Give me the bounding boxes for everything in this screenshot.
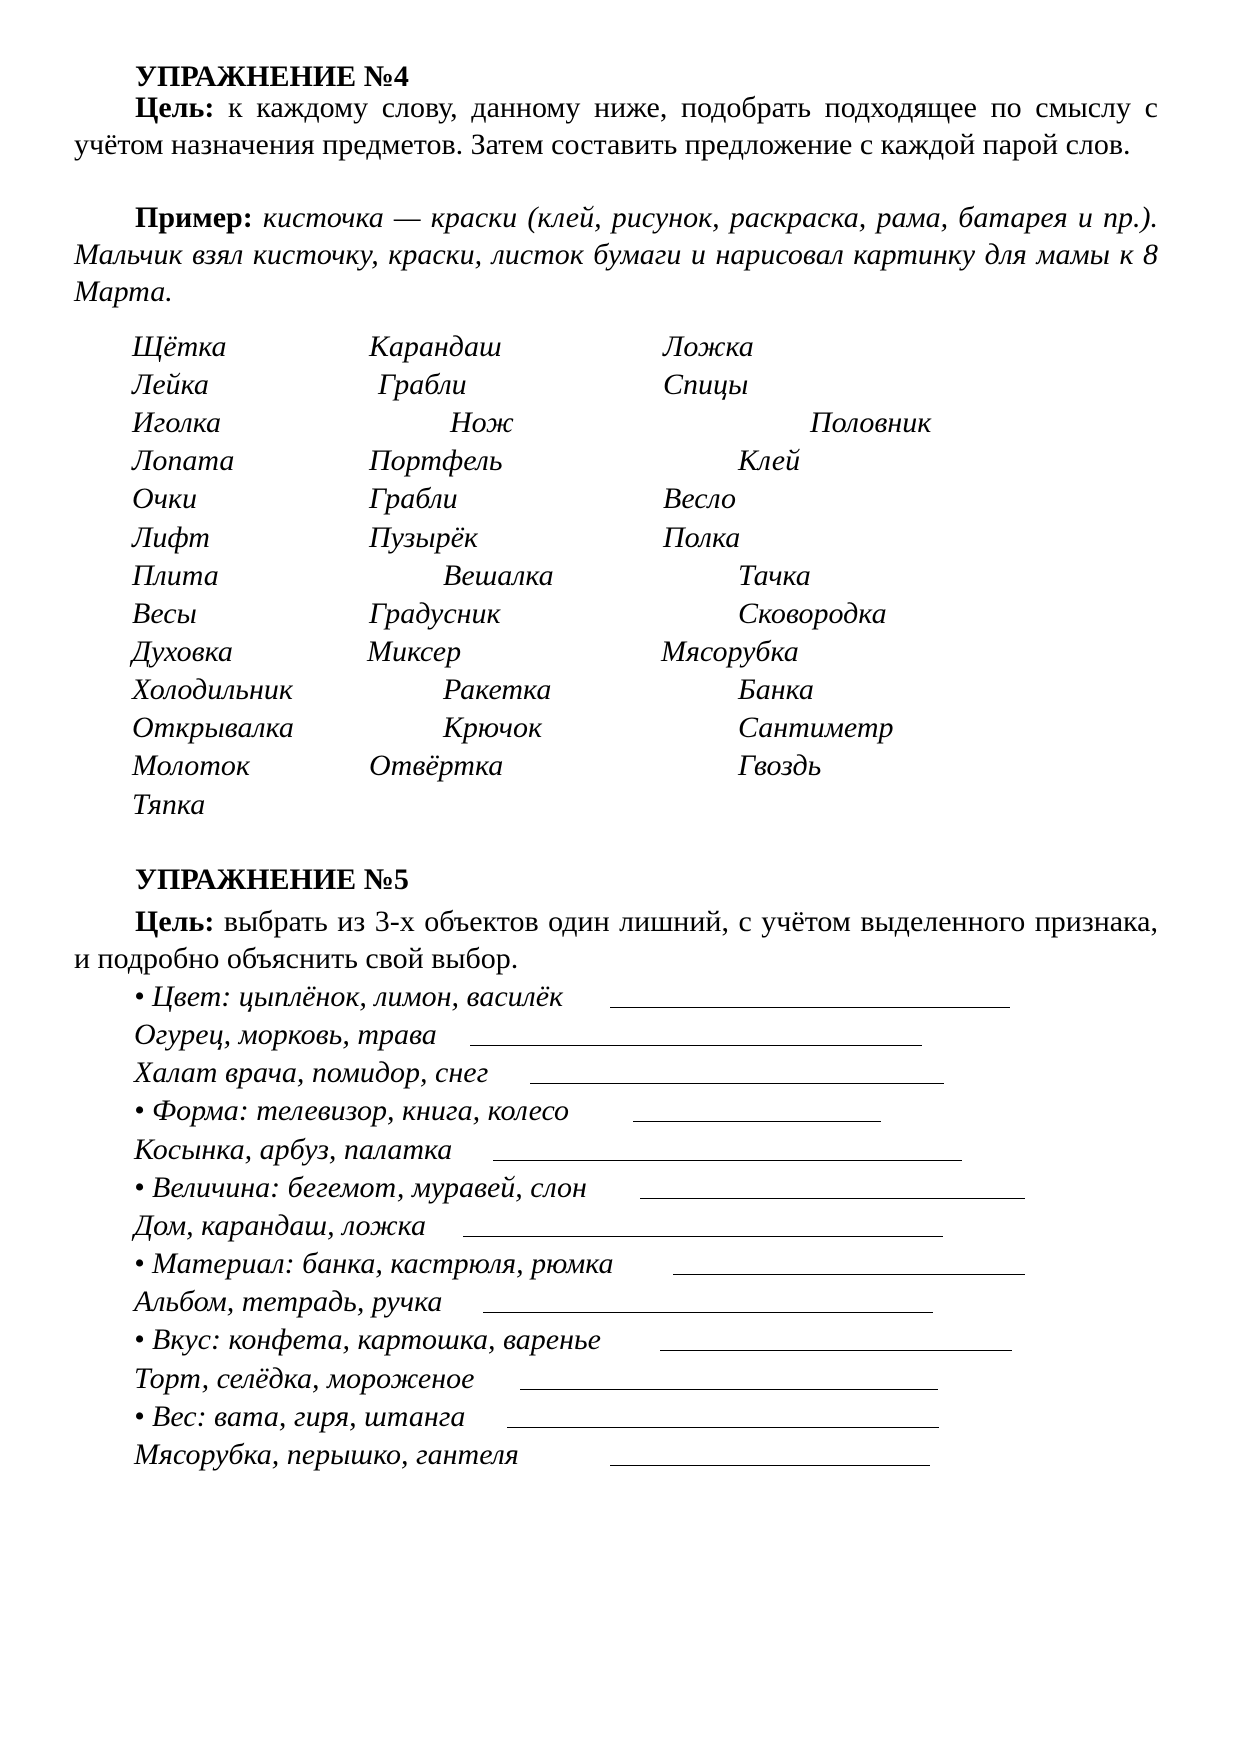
- word-item: Молоток: [132, 749, 250, 782]
- task-line: • Цвет: цыплёнок, лимон, василёк: [134, 980, 564, 1013]
- goal-label: Цель:: [135, 91, 215, 124]
- task-line: Торт, селёдка, мороженое: [134, 1362, 475, 1395]
- word-item: Ракетка: [443, 673, 552, 706]
- word-item: Вешалка: [443, 559, 554, 592]
- word-item: Полка: [663, 521, 741, 554]
- task-line: • Материал: банка, кастрюля, рюмка: [134, 1247, 614, 1280]
- word-item: Очки: [132, 482, 198, 515]
- answer-blank[interactable]: [470, 1045, 922, 1046]
- exercise-4-example: [74, 199, 1158, 310]
- word-item: Щётка: [132, 330, 227, 363]
- word-item: Сковородка: [738, 597, 887, 630]
- word-item: Иголка: [132, 406, 221, 439]
- word-item: Ложка: [663, 330, 754, 363]
- answer-blank[interactable]: [483, 1312, 933, 1313]
- word-item: Нож: [450, 406, 514, 439]
- exercise-5-goal: [74, 903, 1158, 977]
- answer-blank[interactable]: [610, 1007, 1010, 1008]
- task-line: Мясорубка, перышко, гантеля: [134, 1438, 519, 1471]
- task-line: Халат врача, помидор, снег: [134, 1056, 489, 1089]
- answer-blank[interactable]: [673, 1274, 1025, 1275]
- task-line: • Величина: бегемот, муравей, слон: [134, 1171, 587, 1204]
- task-line: • Форма: телевизор, книга, колесо: [134, 1094, 570, 1127]
- answer-blank[interactable]: [520, 1389, 938, 1390]
- word-item: Лифт: [132, 521, 210, 554]
- example-text: кисточка — краски (клей, рисунок, раскраска, рама, батарея и пр.). Мальчик взял кисточку, краски, листок бумаги и нарисовал картинку для мамы к 8 Марта.: [74, 201, 1158, 308]
- goal-text: выбрать из 3-х объектов один лишний, с учётом выделенного признака, и подробно объяснить свой выбор.: [74, 905, 1158, 975]
- answer-blank[interactable]: [493, 1160, 962, 1161]
- word-item: Крючок: [443, 711, 543, 744]
- exercise-5-title: УПРАЖНЕНИЕ №5: [135, 863, 409, 896]
- word-item: Лейка: [132, 368, 209, 401]
- word-item: Пузырёк: [369, 521, 478, 554]
- exercise-4-title: УПРАЖНЕНИЕ №4: [135, 60, 409, 93]
- word-item: Холодильник: [132, 673, 293, 706]
- word-item: Карандаш: [369, 330, 502, 363]
- task-line: Косынка, арбуз, палатка: [134, 1133, 453, 1166]
- task-line: • Вес: вата, гиря, штанга: [134, 1400, 466, 1433]
- word-item: Мясорубка: [661, 635, 799, 668]
- answer-blank[interactable]: [640, 1198, 1025, 1199]
- answer-blank[interactable]: [463, 1236, 943, 1237]
- goal-label: Цель:: [135, 905, 215, 938]
- word-item: Весло: [663, 482, 737, 515]
- answer-blank[interactable]: [610, 1465, 930, 1466]
- word-item: Духовка: [132, 635, 233, 668]
- word-item: Портфель: [369, 444, 503, 477]
- task-line: Альбом, тетрадь, ручка: [134, 1285, 443, 1318]
- word-item: Градусник: [369, 597, 501, 630]
- word-item: Лопата: [132, 444, 235, 477]
- word-item: Спицы: [663, 368, 749, 401]
- answer-blank[interactable]: [507, 1427, 939, 1428]
- word-item: Тяпка: [132, 788, 206, 821]
- task-line: Дом, карандаш, ложка: [134, 1209, 426, 1242]
- answer-blank[interactable]: [633, 1121, 881, 1122]
- task-line: Огурец, морковь, трава: [134, 1018, 437, 1051]
- word-item: Плита: [132, 559, 219, 592]
- answer-blank[interactable]: [660, 1350, 1012, 1351]
- word-item: Половник: [810, 406, 932, 439]
- word-item: Открывалка: [132, 711, 294, 744]
- word-item: Тачка: [738, 559, 811, 592]
- example-label: Пример:: [135, 201, 253, 234]
- word-item: Грабли: [369, 482, 458, 515]
- word-item: Грабли: [378, 368, 467, 401]
- word-item: Банка: [738, 673, 814, 706]
- word-item: Клей: [738, 444, 801, 477]
- word-item: Гвоздь: [738, 749, 822, 782]
- answer-blank[interactable]: [530, 1083, 944, 1084]
- goal-text: к каждому слову, данному ниже, подобрать подходящее по смыслу с учётом назначения предметов. Затем составить предложение с каждой парой слов.: [74, 91, 1158, 161]
- exercise-4-goal: [74, 89, 1158, 163]
- task-line: • Вкус: конфета, картошка, варенье: [134, 1323, 601, 1356]
- word-item: Миксер: [367, 635, 462, 668]
- word-item: Сантиметр: [738, 711, 894, 744]
- word-item: Весы: [132, 597, 197, 630]
- word-item: Отвёртка: [369, 749, 504, 782]
